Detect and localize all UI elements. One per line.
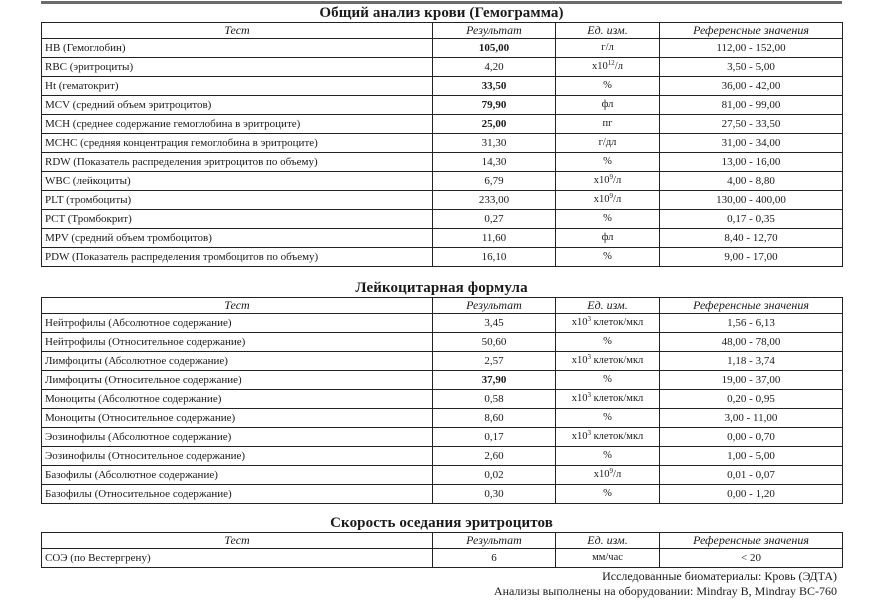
result-value: 0,58 xyxy=(433,390,556,409)
reference-range: 31,00 - 34,00 xyxy=(660,134,843,153)
reference-range: 1,00 - 5,00 xyxy=(660,447,843,466)
unit: фл xyxy=(556,229,660,248)
test-name: PDW (Показатель распределения тромбоцитов по объему) xyxy=(42,248,433,267)
reference-range: 3,50 - 5,00 xyxy=(660,58,843,77)
results-table xyxy=(41,22,843,267)
test-name: Базофилы (Абсолютное содержание) xyxy=(42,466,433,485)
result-value: 6 xyxy=(433,549,556,568)
unit-suffix: /л xyxy=(613,175,622,186)
column-header-test: Тест xyxy=(42,298,433,314)
section-esr xyxy=(41,514,842,568)
test-name: RBC (эритроциты) xyxy=(42,58,433,77)
column-header-unit: Ед. изм. xyxy=(556,23,660,39)
test-name: Базофилы (Относительное содержание) xyxy=(42,485,433,504)
unit xyxy=(556,466,660,485)
unit-base: x10 xyxy=(571,431,588,442)
column-header-unit: Ед. изм. xyxy=(556,533,660,549)
reference-range: 81,00 - 99,00 xyxy=(660,96,843,115)
unit: % xyxy=(556,409,660,428)
table-row xyxy=(42,371,843,390)
test-name: Лимфоциты (Абсолютное содержание) xyxy=(42,352,433,371)
unit-exponent: 3 xyxy=(587,429,591,437)
test-name: RDW (Показатель распределения эритроцитов по объему) xyxy=(42,153,433,172)
reference-range: 0,20 - 0,95 xyxy=(660,390,843,409)
unit xyxy=(556,352,660,371)
result-value: 6,79 xyxy=(433,172,556,191)
biomaterial-note: Исследованные биоматериалы: Кровь (ЭДТА) xyxy=(602,569,837,583)
unit-suffix: клеток/мкл xyxy=(590,317,644,328)
section-hemogram xyxy=(41,4,842,267)
unit: % xyxy=(556,248,660,267)
reference-range: 112,00 - 152,00 xyxy=(660,39,843,58)
reference-range: 130,00 - 400,00 xyxy=(660,191,843,210)
unit-base: x10 xyxy=(571,393,588,404)
unit-exponent: 9 xyxy=(609,173,614,181)
test-name: Лимфоциты (Относительное содержание) xyxy=(42,371,433,390)
table-row xyxy=(42,115,843,134)
unit: мм/час xyxy=(556,549,660,568)
table-row xyxy=(42,172,843,191)
test-name: Ht (гематокрит) xyxy=(42,77,433,96)
table-row xyxy=(42,191,843,210)
results-table xyxy=(41,532,843,568)
result-value-abnormal: 25,00 xyxy=(433,115,556,134)
column-header-unit: Ед. изм. xyxy=(556,298,660,314)
unit: фл xyxy=(556,96,660,115)
table-header-row xyxy=(42,533,843,549)
report-footer xyxy=(494,569,837,599)
result-value-abnormal: 79,90 xyxy=(433,96,556,115)
unit-suffix: /л xyxy=(614,61,623,72)
test-name: PCT (Тромбокрит) xyxy=(42,210,433,229)
table-row xyxy=(42,134,843,153)
reference-range: 36,00 - 42,00 xyxy=(660,77,843,96)
result-value: 0,02 xyxy=(433,466,556,485)
table-row xyxy=(42,96,843,115)
unit: % xyxy=(556,333,660,352)
test-name: MCV (средний объем эритроцитов) xyxy=(42,96,433,115)
result-value: 2,57 xyxy=(433,352,556,371)
reference-range: 48,00 - 78,00 xyxy=(660,333,843,352)
unit-exponent: 9 xyxy=(609,467,614,475)
unit-exponent: 3 xyxy=(587,391,591,399)
result-value-abnormal: 37,90 xyxy=(433,371,556,390)
unit: % xyxy=(556,485,660,504)
table-row xyxy=(42,229,843,248)
table-row xyxy=(42,428,843,447)
unit-base: x10 xyxy=(593,469,610,480)
result-value: 14,30 xyxy=(433,153,556,172)
unit xyxy=(556,390,660,409)
result-value-abnormal: 33,50 xyxy=(433,77,556,96)
table-header-row xyxy=(42,298,843,314)
unit: % xyxy=(556,371,660,390)
reference-range: 1,18 - 3,74 xyxy=(660,352,843,371)
test-name: WBC (лейкоциты) xyxy=(42,172,433,191)
unit-base: x10 xyxy=(592,61,608,72)
reference-range: 4,00 - 8,80 xyxy=(660,172,843,191)
table-header-row xyxy=(42,23,843,39)
reference-range: 19,00 - 37,00 xyxy=(660,371,843,390)
unit xyxy=(556,172,660,191)
result-value: 3,45 xyxy=(433,314,556,333)
unit: % xyxy=(556,210,660,229)
test-name: Эозинофилы (Относительное содержание) xyxy=(42,447,433,466)
table-row xyxy=(42,39,843,58)
section-leukocyte-formula xyxy=(41,279,842,504)
unit-base: x10 xyxy=(571,317,588,328)
reference-range: 3,00 - 11,00 xyxy=(660,409,843,428)
column-header-reference: Референсные значения xyxy=(660,533,843,549)
test-name: MCH (среднее содержание гемоглобина в эритроците) xyxy=(42,115,433,134)
reference-range: 1,56 - 6,13 xyxy=(660,314,843,333)
section-title: Общий анализ крови (Гемограмма) xyxy=(319,5,564,21)
table-row xyxy=(42,153,843,172)
table-row xyxy=(42,549,843,568)
unit-exponent: 3 xyxy=(587,315,591,323)
unit: % xyxy=(556,77,660,96)
result-value: 16,10 xyxy=(433,248,556,267)
result-value: 0,27 xyxy=(433,210,556,229)
test-name: СОЭ (по Вестергрену) xyxy=(42,549,433,568)
reference-range: 0,00 - 0,70 xyxy=(660,428,843,447)
unit-suffix: /л xyxy=(613,469,622,480)
column-header-reference: Референсные значения xyxy=(660,23,843,39)
unit-base: x10 xyxy=(571,355,588,366)
results-table xyxy=(41,297,843,504)
reference-range: 8,40 - 12,70 xyxy=(660,229,843,248)
result-value: 50,60 xyxy=(433,333,556,352)
table-row xyxy=(42,485,843,504)
test-name: MCHC (средняя концентрация гемоглобина в эритроците) xyxy=(42,134,433,153)
column-header-test: Тест xyxy=(42,23,433,39)
table-row xyxy=(42,248,843,267)
equipment-note: Анализы выполнены на оборудовании: Mindray B, Mindray BC-760 xyxy=(493,584,837,598)
table-row xyxy=(42,210,843,229)
unit-suffix: клеток/мкл xyxy=(590,431,644,442)
column-header-result: Результат xyxy=(433,23,556,39)
unit xyxy=(556,58,660,77)
reference-range: 0,17 - 0,35 xyxy=(660,210,843,229)
result-value: 31,30 xyxy=(433,134,556,153)
result-value: 4,20 xyxy=(433,58,556,77)
table-row xyxy=(42,466,843,485)
reference-range: 27,50 - 33,50 xyxy=(660,115,843,134)
unit: % xyxy=(556,153,660,172)
test-name: Моноциты (Абсолютное содержание) xyxy=(42,390,433,409)
table-row xyxy=(42,390,843,409)
section-title: Скорость оседания эритроцитов xyxy=(330,515,553,531)
result-value: 8,60 xyxy=(433,409,556,428)
column-header-result: Результат xyxy=(433,533,556,549)
unit: % xyxy=(556,447,660,466)
result-value: 233,00 xyxy=(433,191,556,210)
reference-range: < 20 xyxy=(660,549,843,568)
unit-suffix: клеток/мкл xyxy=(590,355,644,366)
unit-base: x10 xyxy=(593,175,610,186)
reference-range: 13,00 - 16,00 xyxy=(660,153,843,172)
table-row xyxy=(42,58,843,77)
unit: г/л xyxy=(556,39,660,58)
test-name: Нейтрофилы (Абсолютное содержание) xyxy=(42,314,433,333)
unit-base: x10 xyxy=(593,194,610,205)
unit-suffix: /л xyxy=(613,194,622,205)
test-name: PLT (тромбоциты) xyxy=(42,191,433,210)
test-name: MPV (средний объем тромбоцитов) xyxy=(42,229,433,248)
unit xyxy=(556,314,660,333)
column-header-reference: Референсные значения xyxy=(660,298,843,314)
unit: пг xyxy=(556,115,660,134)
section-title: Лейкоцитарная формула xyxy=(355,280,528,296)
table-row xyxy=(42,333,843,352)
test-name: HB (Гемоглобин) xyxy=(42,39,433,58)
column-header-result: Результат xyxy=(433,298,556,314)
table-row xyxy=(42,409,843,428)
table-row xyxy=(42,314,843,333)
reference-range: 0,01 - 0,07 xyxy=(660,466,843,485)
result-value: 0,30 xyxy=(433,485,556,504)
column-header-test: Тест xyxy=(42,533,433,549)
test-name: Эозинофилы (Абсолютное содержание) xyxy=(42,428,433,447)
unit-suffix: клеток/мкл xyxy=(590,393,644,404)
unit xyxy=(556,428,660,447)
unit-exponent: 9 xyxy=(609,192,614,200)
unit: г/дл xyxy=(556,134,660,153)
result-value-abnormal: 105,00 xyxy=(433,39,556,58)
unit xyxy=(556,191,660,210)
reference-range: 0,00 - 1,20 xyxy=(660,485,843,504)
reference-range: 9,00 - 17,00 xyxy=(660,248,843,267)
result-value: 2,60 xyxy=(433,447,556,466)
table-row xyxy=(42,447,843,466)
test-name: Моноциты (Относительное содержание) xyxy=(42,409,433,428)
result-value: 0,17 xyxy=(433,428,556,447)
result-value: 11,60 xyxy=(433,229,556,248)
unit-exponent: 3 xyxy=(587,353,591,361)
test-name: Нейтрофилы (Относительное содержание) xyxy=(42,333,433,352)
table-row xyxy=(42,352,843,371)
table-row xyxy=(42,77,843,96)
unit-exponent: 12 xyxy=(607,59,615,67)
